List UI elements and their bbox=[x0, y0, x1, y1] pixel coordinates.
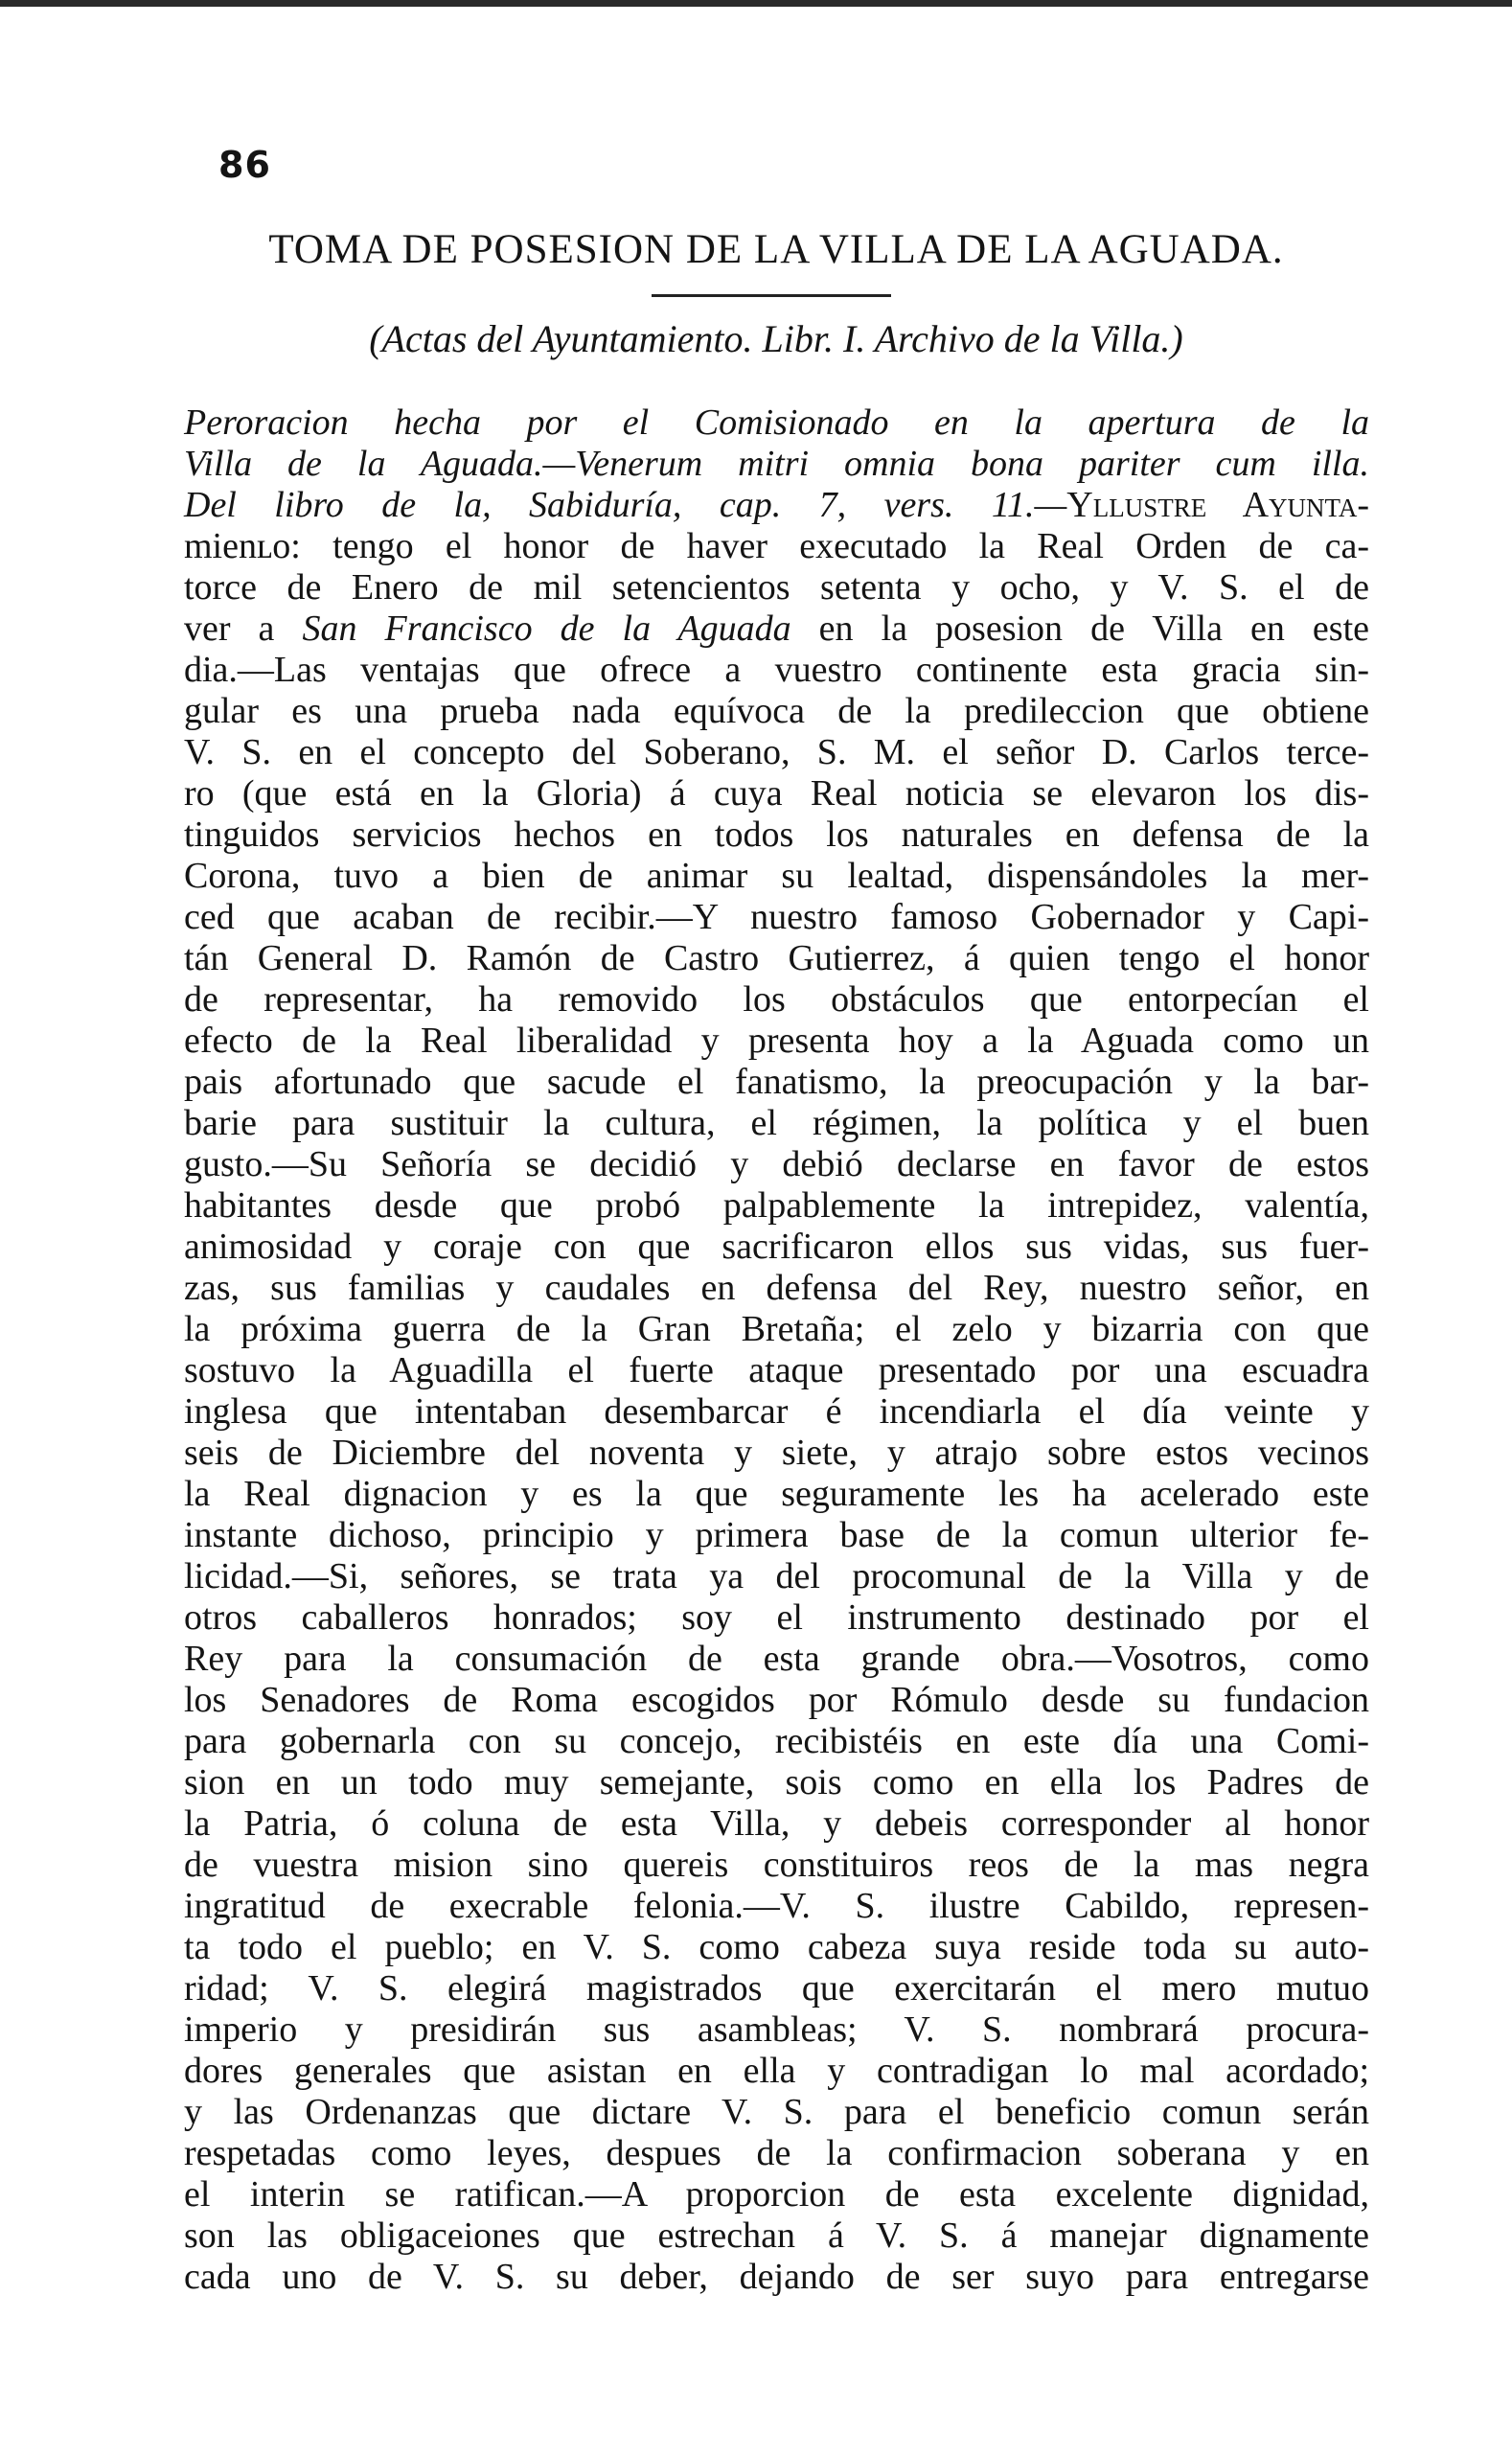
page-title: TOMA DE POSESION DE LA VILLA DE LA AGUADA. bbox=[268, 227, 1284, 272]
text-line bbox=[184, 485, 1369, 526]
text-line: la Real dignacion y es la que seguramente les ha acelerado este bbox=[184, 1474, 1369, 1514]
text-line: tán General D. Ramón de Castro Gutierrez, á quien tengo el honor bbox=[184, 938, 1369, 978]
text-line: seis de Diciembre del noventa y siete, y atrajo sobre estos vecinos bbox=[184, 1433, 1369, 1473]
text-line: de vuestra mision sino quereis constituiros reos de la mas negra bbox=[184, 1845, 1369, 1885]
text-line: V. S. en el concepto del Soberano, S. M. el señor D. Carlos terce- bbox=[184, 732, 1369, 772]
source-citation: (Actas del Ayuntamiento. Libr. I. Archivo de la Villa.) bbox=[369, 317, 1183, 360]
text-line: dia.—Las ventajas que ofrece a vuestro continente esta gracia sin- bbox=[184, 650, 1369, 690]
text-line: animosidad y coraje con que sacrificaron ellos sus vidas, sus fuer- bbox=[184, 1227, 1369, 1267]
text-line: instante dichoso, principio y primera base de la comun ulterior fe- bbox=[184, 1515, 1369, 1555]
text-line: Peroracion hecha por el Comisionado en la apertura de la bbox=[184, 402, 1369, 443]
text-line: son las obligaceiones que estrechan á V. S. á manejar dignamente bbox=[184, 2215, 1369, 2256]
text-line: gular es una prueba nada equívoca de la predileccion que obtiene bbox=[184, 691, 1369, 731]
salutation: Yllustre Ayunta- bbox=[1066, 485, 1369, 525]
text-line-part: en la posesion de Villa en este bbox=[790, 608, 1369, 649]
text-line: la Patria, ó coluna de esta Villa, y debeis corresponder al honor bbox=[184, 1803, 1369, 1844]
text-line: respetadas como leyes, despues de la confirmacion soberana y en bbox=[184, 2133, 1369, 2173]
text-line: cada uno de V. S. su deber, dejando de ser suyo para entregarse bbox=[184, 2257, 1369, 2297]
top-edge-rule bbox=[0, 0, 1512, 7]
text-line: Corona, tuvo a bien de animar su lealtad, dispensándoles la mer- bbox=[184, 856, 1369, 896]
text-line: ta todo el pueblo; en V. S. como cabeza suya reside toda su auto- bbox=[184, 1927, 1369, 1967]
text-line: y las Ordenanzas que dictare V. S. para el beneficio comun serán bbox=[184, 2092, 1369, 2132]
text-line: torce de Enero de mil setencientos setenta y ocho, y V. S. el de bbox=[184, 567, 1369, 608]
title-divider bbox=[652, 294, 891, 297]
text-line: los Senadores de Roma escogidos por Rómulo desde su fundacion bbox=[184, 1680, 1369, 1720]
text-line: otros caballeros honrados; soy el instrumento destinado por el bbox=[184, 1597, 1369, 1638]
text-line: sion en un todo muy semejante, sois como en ella los Padres de bbox=[184, 1762, 1369, 1802]
text-line bbox=[184, 608, 1369, 650]
text-line: zas, sus familias y caudales en defensa del Rey, nuestro señor, en bbox=[184, 1268, 1369, 1308]
text-line: la próxima guerra de la Gran Bretaña; el zelo y bizarria con que bbox=[184, 1309, 1369, 1349]
text-line: Rey para la consumación de esta grande obra.—Vosotros, como bbox=[184, 1639, 1369, 1679]
text-line: imperio y presidirán sus asambleas; V. S. nombrará procura- bbox=[184, 2009, 1369, 2050]
body-text bbox=[184, 402, 1369, 2298]
text-line: habitantes desde que probó palpablemente la intrepidez, valentía, bbox=[184, 1185, 1369, 1226]
text-line: el interin se ratifican.—A proporcion de esta excelente dignidad, bbox=[184, 2174, 1369, 2215]
page-number: 86 bbox=[218, 144, 271, 186]
text-line: ro (que está en la Gloria) á cuya Real noticia se elevaron los dis- bbox=[184, 773, 1369, 814]
text-line: barie para sustituir la cultura, el régimen, la política y el buen bbox=[184, 1103, 1369, 1143]
text-line: inglesa que intentaban desembarcar é incendiarla el día veinte y bbox=[184, 1391, 1369, 1432]
text-line: mienʟo: tengo el honor de haver executado la Real Orden de ca- bbox=[184, 526, 1369, 566]
text-line: de representar, ha removido los obstáculos que entorpecían el bbox=[184, 979, 1369, 1020]
text-line: ridad; V. S. elegirá magistrados que exercitarán el mero mutuo bbox=[184, 1968, 1369, 2008]
text-line: ced que acaban de recibir.—Y nuestro famoso Gobernador y Capi- bbox=[184, 897, 1369, 937]
text-line: dores generales que asistan en ella y contradigan lo mal acordado; bbox=[184, 2051, 1369, 2091]
text-line: tinguidos servicios hechos en todos los naturales en defensa de la bbox=[184, 815, 1369, 855]
text-line: gusto.—Su Señoría se decidió y debió declarse en favor de estos bbox=[184, 1144, 1369, 1184]
text-line: efecto de la Real liberalidad y presenta hoy a la Aguada como un bbox=[184, 1021, 1369, 1061]
text-line-part: ver a bbox=[184, 608, 303, 649]
text-line: sostuvo la Aguadilla el fuerte ataque presentado por una escuadra bbox=[184, 1350, 1369, 1390]
text-line-part: Del libro de la, Sabiduría, cap. 7, vers. 11.— bbox=[184, 485, 1067, 525]
text-line: ingratitud de execrable felonia.—V. S. ilustre Cabildo, represen- bbox=[184, 1886, 1369, 1926]
text-line: Villa de la Aguada.—Venerum mitri omnia bona pariter cum illa. bbox=[184, 444, 1369, 484]
place-name: San Francisco de la Aguada bbox=[302, 608, 791, 649]
text-line: para gobernarla con su concejo, recibistéis en este día una Comi- bbox=[184, 1721, 1369, 1761]
text-line: pais afortunado que sacude el fanatismo, la preocupación y la bar- bbox=[184, 1062, 1369, 1102]
text-line: licidad.—Si, señores, se trata ya del procomunal de la Villa y de bbox=[184, 1556, 1369, 1596]
